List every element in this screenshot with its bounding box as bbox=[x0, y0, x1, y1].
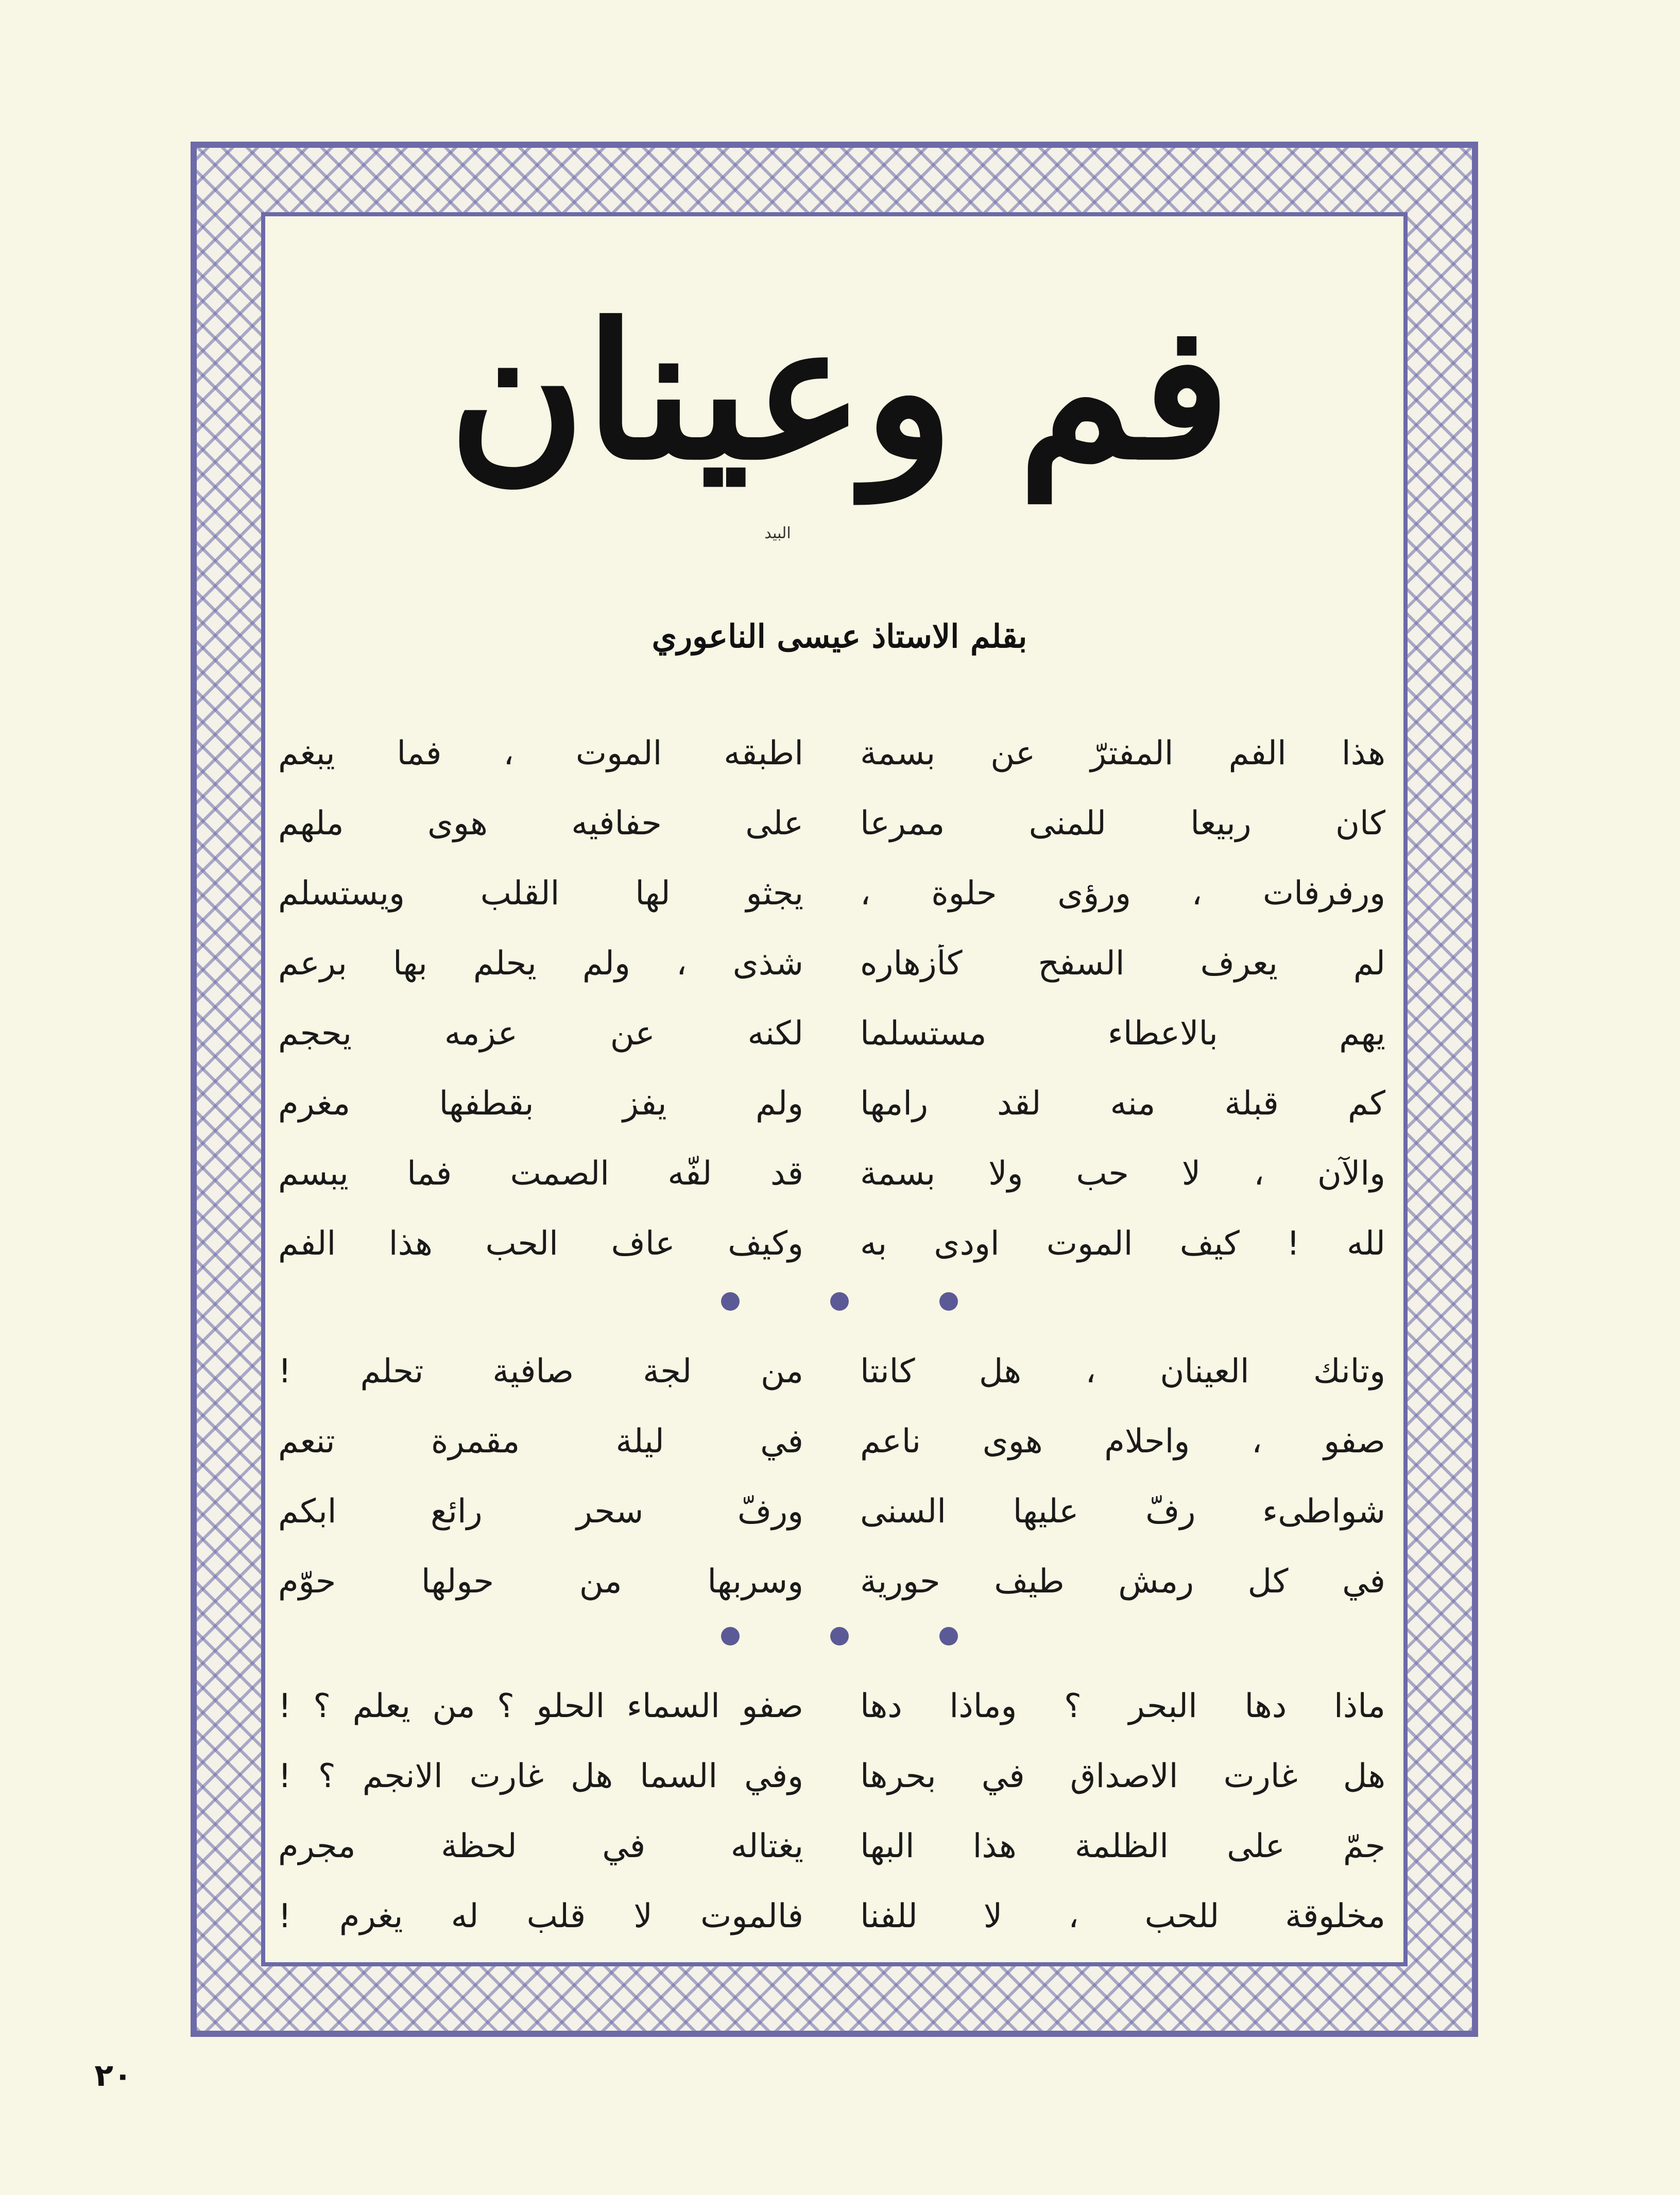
verse-left: ورفّ سحر رائع ابكم bbox=[278, 1493, 803, 1531]
stanza-separator bbox=[721, 1621, 958, 1652]
separator-dot bbox=[830, 1292, 849, 1311]
verse-right: جمّ على الظلمة هذا البها bbox=[860, 1827, 1385, 1865]
verse-line bbox=[278, 1671, 1385, 1741]
verse-right: والآن ، لا حب ولا بسمة bbox=[860, 1155, 1385, 1193]
verse-left: يغتاله في لحظة مجرم bbox=[278, 1827, 803, 1865]
stanza-separator bbox=[721, 1286, 958, 1317]
verse-left: صفو السماء الحلو ؟ من يعلم ؟ ! bbox=[278, 1687, 803, 1725]
verse-line bbox=[278, 1477, 1385, 1547]
verse-line bbox=[278, 1209, 1385, 1279]
verse-line bbox=[278, 788, 1385, 859]
verse-line bbox=[278, 1811, 1385, 1881]
verse-right: في كل رمش طيف حورية bbox=[860, 1563, 1385, 1601]
stanza-3 bbox=[278, 1671, 1385, 1951]
verse-right: لله ! كيف الموت اودى به bbox=[860, 1225, 1385, 1263]
verse-right: وتانك العينان ، هل كانتا bbox=[860, 1352, 1385, 1391]
verse-left: وسربها من حولها حوّم bbox=[278, 1563, 803, 1601]
calligrapher-signature: البيد bbox=[764, 524, 791, 542]
verse-left: على حفافيه هوى ملهم bbox=[278, 804, 803, 843]
verse-left: ولم يفز بقطفها مغرم bbox=[278, 1085, 803, 1123]
verse-left: لكنه عن عزمه يحجم bbox=[278, 1015, 803, 1053]
verse-line bbox=[278, 1069, 1385, 1139]
verse-line bbox=[278, 1547, 1385, 1617]
author-byline: بقلم الاستاذ عيسى الناعوري bbox=[652, 617, 1027, 655]
verse-left: يجثو لها القلب ويستسلم bbox=[278, 874, 803, 913]
verse-left: قد لفّه الصمت فما يبسم bbox=[278, 1155, 803, 1193]
verse-line bbox=[278, 929, 1385, 999]
verse-left: فالموت لا قلب له يغرم ! bbox=[278, 1897, 803, 1935]
verse-right: هذا الفم المفترّ عن بسمة bbox=[860, 734, 1385, 773]
verse-right: ورفرفات ، ورؤى حلوة ، bbox=[860, 874, 1385, 913]
verse-left: وكيف عاف الحب هذا الفم bbox=[278, 1225, 803, 1263]
stanza-1 bbox=[278, 718, 1385, 1279]
verse-line bbox=[278, 1741, 1385, 1811]
verse-line bbox=[278, 1139, 1385, 1209]
verse-left: في ليلة مقمرة تنعم bbox=[278, 1422, 803, 1461]
verse-right: كان ربيعا للمنى ممرعا bbox=[860, 804, 1385, 843]
separator-dot bbox=[830, 1627, 849, 1645]
poem-title: فم وعينان bbox=[449, 282, 1230, 501]
separator-dot bbox=[721, 1627, 740, 1645]
verse-left: من لجة صافية تحلم ! bbox=[278, 1352, 803, 1391]
verse-right: لم يعرف السفح كأزهاره bbox=[860, 945, 1385, 983]
separator-dot bbox=[939, 1627, 958, 1645]
page-number: ٢٠ bbox=[94, 2057, 132, 2094]
verse-right: هل غارت الاصداق في بحرها bbox=[860, 1757, 1385, 1795]
verse-left: شذى ، ولم يحلم بها برعم bbox=[278, 945, 803, 983]
verse-line bbox=[278, 859, 1385, 929]
stanza-2 bbox=[278, 1336, 1385, 1617]
verse-right: يهم بالاعطاء مستسلما bbox=[860, 1015, 1385, 1053]
verse-line bbox=[278, 1881, 1385, 1951]
verse-right: صفو ، واحلام هوى ناعم bbox=[860, 1422, 1385, 1461]
verse-line bbox=[278, 1336, 1385, 1407]
verse-line bbox=[278, 1407, 1385, 1477]
verse-right: شواطىء رفّ عليها السنى bbox=[860, 1493, 1385, 1531]
verse-line bbox=[278, 999, 1385, 1069]
separator-dot bbox=[721, 1292, 740, 1311]
verse-left: وفي السما هل غارت الانجم ؟ ! bbox=[278, 1757, 803, 1795]
verse-right: مخلوقة للحب ، لا للفنا bbox=[860, 1897, 1385, 1935]
verse-line bbox=[278, 718, 1385, 788]
verse-right: ماذا دها البحر ؟ وماذا دها bbox=[860, 1687, 1385, 1725]
separator-dot bbox=[939, 1292, 958, 1311]
verse-left: اطبقه الموت ، فما يبغم bbox=[278, 734, 803, 773]
verse-right: كم قبلة منه لقد رامها bbox=[860, 1085, 1385, 1123]
